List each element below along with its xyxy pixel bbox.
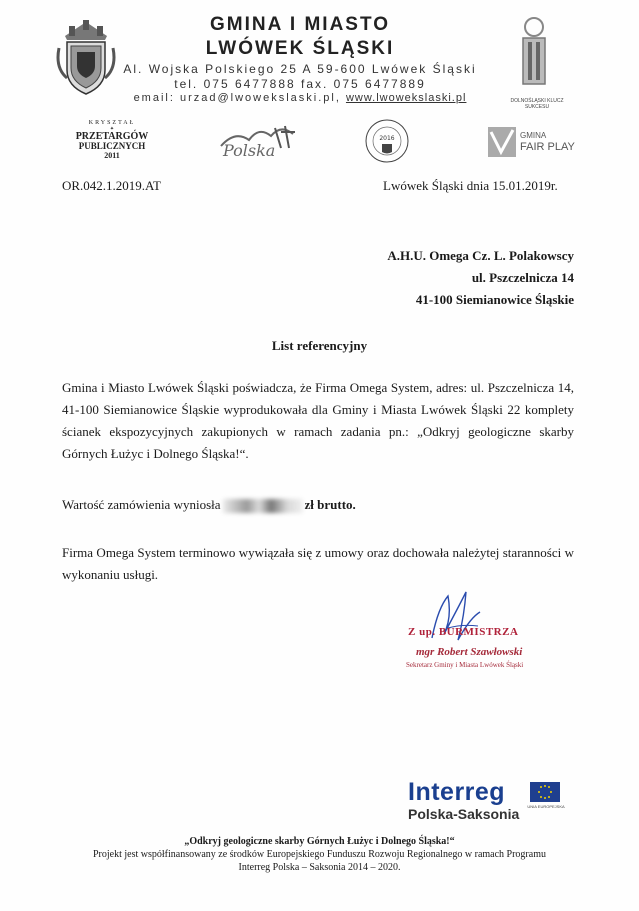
gmina-przyjazna-year: 2016 (379, 135, 395, 142)
krysztal-year: 2011 (104, 151, 120, 160)
office-address: Al. Wojska Polskiego 25 A 59-600 Lwówek Śląski (123, 62, 477, 76)
letter-subject: List referencyjny (271, 338, 368, 353)
order-value-prefix: Wartość zamówienia wyniosła (62, 497, 221, 512)
footer-program-line: Interreg Polska – Saksonia 2014 – 2020. (238, 862, 401, 873)
recipient-city: 41-100 Siemianowice Śląskie (415, 292, 574, 307)
footer-project-title: „Odkryj geologiczne skarby Górnych Łużyc i Dolnego Śląska!“ (184, 836, 455, 847)
polska-logo-text: Polska (223, 141, 276, 160)
letter-paragraph-1: Gmina i Miasto Lwówek Śląski poświadcza, że Firma Omega System, adres: ul. Pszczelnicza 14, 41-100 Siemianowice Śląskie wyprodukowała dla Gminy i Miasta Lwówek Śląski 22 komplety ścianek ekspozycyjnych zakupionych w ramach zadania pn.: „Odkryj geologiczne skarby Górnych Łużyc i Dolnego Śląska!“. (62, 380, 574, 461)
redacted-amount (223, 499, 303, 513)
krysztal-line2: PRZETARGÓW (75, 131, 149, 142)
website-link[interactable]: www.lwowekslaski.pl (345, 92, 467, 104)
place-and-date: Lwówek Śląski dnia 15.01.2019r. (383, 178, 558, 193)
recipient-name: A.H.U. Omega Cz. L. Polakowscy (387, 248, 574, 263)
gmina-przyjazna-seal (364, 118, 410, 164)
interreg-brand: Interreg (408, 778, 506, 806)
order-value-suffix: zł brutto. (304, 497, 356, 512)
office-email: email: urzad@lwowekslaski.pl, (133, 92, 341, 104)
handwritten-signature (418, 588, 498, 648)
fair-play-check-icon (487, 126, 517, 158)
office-title-line1: GMINA I MIASTO (210, 14, 390, 35)
office-contact (100, 92, 500, 104)
polska-logo (215, 122, 305, 162)
interreg-program: Polska-Saksonia (408, 806, 520, 822)
key-emblem-caption: DOLNOŚLĄSKI KLUCZ SUKCESU (510, 98, 564, 110)
signature-role: Sekretarz Gminy i Miasta Lwówek Śląski (406, 661, 524, 669)
fair-play-line2: FAIR PLAY (520, 141, 575, 153)
krysztal-line1: KRYSZTAŁ (88, 120, 136, 126)
fair-play-line1: GMINA (520, 131, 547, 140)
reference-number: OR.042.1.2019.AT (62, 178, 161, 193)
signature-authority: Z up. BURMISTRZA (408, 626, 519, 638)
letter-paragraph-3: Firma Omega System terminowo wywiązała się z umowy oraz dochowała należytej staranności w wykonaniu usługi. (62, 545, 574, 582)
signature-name: mgr Robert Szawłowski (416, 646, 523, 658)
eu-caption: UNIA EUROPEJSKA (527, 804, 565, 809)
office-phone: tel. 075 6477888 fax. 075 6477889 (174, 77, 426, 91)
krysztal-line3: PUBLICZNYCH (78, 141, 146, 151)
footer-funding-line: Projekt jest współfinansowany ze środków Europejskiego Funduszu Rozwoju Regionalnego w ramach Programu (93, 849, 546, 860)
eu-flag-icon (530, 782, 560, 802)
recipient-street: ul. Pszczelnicza 14 (471, 270, 574, 285)
krysztal-logo: KRYSZTAŁ ✦ PRZETARGÓW PUBLICZNYCH 2011 (72, 120, 152, 160)
key-emblem (515, 16, 553, 88)
order-value-line (62, 494, 574, 516)
office-title-line2: LWÓWEK ŚLĄSKI (205, 38, 395, 59)
